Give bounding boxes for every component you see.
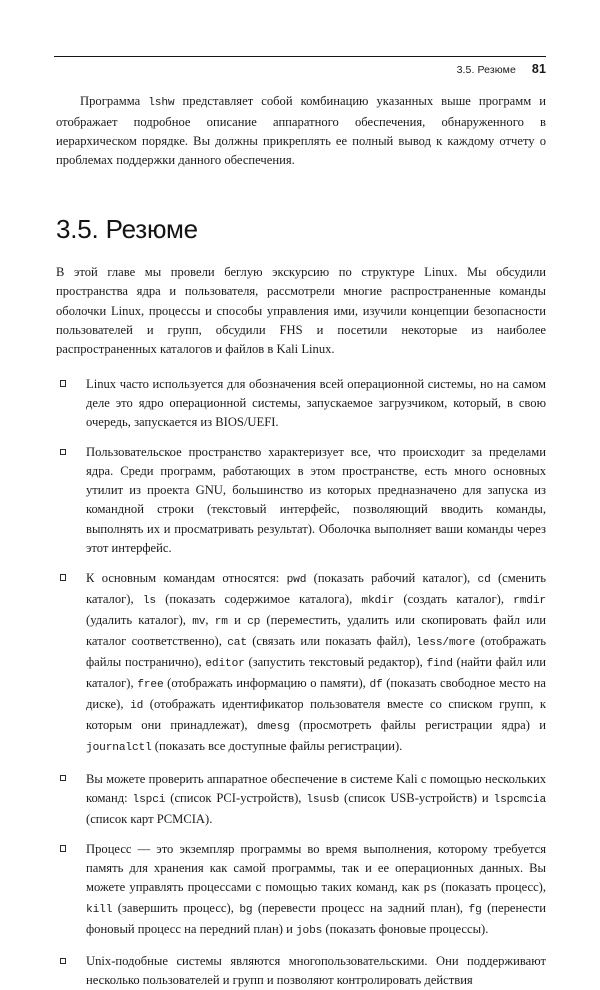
inline-code: bg [239,904,253,917]
hollow-square-bullet-icon [60,574,66,580]
running-head [54,56,546,76]
list-item [56,840,546,941]
inline-code: fg [468,904,482,917]
list-item-text: Процесс — это экземпляр программы во время выполнения, которому требуется память для хранения как самой программы, так и ее операционных данных. Вы можете управлять процессами с помощью таких команд, как [86,841,546,894]
spacer [56,170,546,214]
list-item-text: (создать каталог), [394,591,514,606]
list-item-text: Пользовательское пространство характеризует все, что происходит за пределами ядра. Среди программ, работающих в этом пространстве, есть много основных утилит из проекта GNU, большинство из которых предназначено для запуска из командной строки (текстовый интерфейс, позволяющий вводить команды, выполнять их и просматривать результат). Оболочка выполняет ваши команды через этот интерфейс. [86,445,546,555]
inline-code: mv [192,615,206,628]
section-intro-paragraph: В этой главе мы провели беглую экскурсию по структуре Linux. Мы обсудили пространства ядра и пользователя, рассмотрели многие распространенные команды оболочки Linux, процессы и способы управления ими, изучили концепции безопасности пользователей и групп, обсудили FHS и посетили некоторые из наиболее распространенных каталогов и файлов в Kali Linux. [56,265,546,356]
hollow-square-bullet-icon [60,449,66,455]
intro-text-before-code: Программа [80,94,149,108]
list-item-text: (отображать файлы постранично), [86,633,546,670]
list-item-text: (запустить текстовый редактор), [244,655,427,670]
list-item-text: (сменить каталог), [86,570,547,606]
list-item [56,569,546,759]
list-item-text: и [227,612,248,627]
header-rule [54,56,546,57]
hollow-square-bullet-icon [60,775,66,781]
list-item-text: (показать содержимое каталога), [155,591,362,606]
inline-code: rmdir [513,594,546,607]
inline-code: id [130,700,144,713]
spacer [56,244,546,263]
spacer [56,359,546,375]
inline-code: df [369,679,383,692]
inline-code: pwd [286,573,307,586]
inline-code: ps [423,883,437,895]
list-item-text: (отображать информацию о памяти), [163,676,370,691]
inline-code: cp [247,615,261,628]
header-line [54,62,546,76]
list-item-text: (связать или показать файл), [246,633,417,648]
inline-code: ls [142,594,156,607]
list-item [56,952,546,990]
list-item-text: (переместить, удалить или скопировать файл или каталог соответственно), [86,612,547,648]
inline-code-lshw: lshw [148,97,175,109]
inline-code: cd [477,573,491,586]
list-item-text: (список PCI-устройств), [165,790,307,805]
hollow-square-bullet-icon [60,845,66,851]
inline-code: rm [214,615,228,628]
list-item-text: (перенести фоновый процесс на передний план) и [86,901,546,937]
inline-code: mkdir [361,594,395,607]
list-item-text: (показать свободное место на диске), [86,676,546,712]
list-item-text: (показать процесс), [436,880,547,894]
inline-code: lspcmcia [493,793,547,806]
list-item-text: Unix-подобные системы являются многопользовательскими. Они поддерживают несколько пользователей и групп и позволяют контролировать действия [86,954,546,988]
running-head-section: 3.5. Резюме [456,64,516,77]
list-item-text: Вы можете проверить аппаратное обеспечение в системе Kali с помощью нескольких команд: [86,771,546,805]
list-item-text: (завершить процесс), [112,901,240,916]
list-item-text: (отображать идентификатор пользователя вместе со списком групп, к которым они принадлежат), [86,697,547,733]
text-column [56,92,546,990]
inline-code: lsusb [306,793,340,806]
inline-code: kill [86,904,113,917]
list-item-text: Linux часто используется для обозначения всей операционной системы, но на самом деле это ядро операционной системы, запускаемое загрузчиком, который, в свою очередь, запускается из BIOS/UEFI. [86,376,546,430]
list-item-text: (показать все доступные файлы регистрации). [151,739,403,754]
list-item-text: (удалить каталог), [86,612,193,627]
page-number: 81 [531,62,546,77]
hollow-square-bullet-icon [60,380,66,386]
intro-paragraph [56,92,546,170]
list-item [56,770,546,829]
list-item-text: (список USB-устройств) и [339,790,494,805]
inline-code: editor [205,658,245,671]
list-item-text: (список карт PCMCIA). [86,811,213,826]
list-item [56,443,546,558]
inline-code: less/more [416,636,476,649]
hollow-square-bullet-icon [60,958,66,964]
list-item-text: (показать рабочий каталог), [306,570,478,585]
section-heading: 3.5. Резюме [56,214,198,245]
list-item-text: К основным командам относятся: [86,570,287,585]
list-item-text: (перевести процесс на задний план), [252,901,469,916]
intro-text-after-code: представляет собой комбинацию указанных выше программ и отображает подробное описание аппаратного обеспечения, обнаруженного в иерархическом порядке. Вы должны прикреплять ее полный вывод к каждому отчету о проблемах поддержки данного обеспечения. [56,94,546,168]
list-item [56,375,546,432]
inline-code: jobs [295,925,323,938]
summary-bullet-list [56,375,546,990]
inline-code: dmesg [256,721,290,734]
inline-code: cat [227,636,247,649]
inline-code: journalctl [86,742,152,755]
list-item-text: (просмотреть файлы регистрации ядра) и [289,718,546,733]
list-item-text: (показать фоновые процессы). [322,922,489,937]
inline-code: free [137,679,164,692]
list-item-text: , [205,612,215,627]
inline-code: find [426,658,453,671]
inline-code: lspci [132,793,166,806]
list-item-text: (найти файл или каталог), [86,655,546,691]
